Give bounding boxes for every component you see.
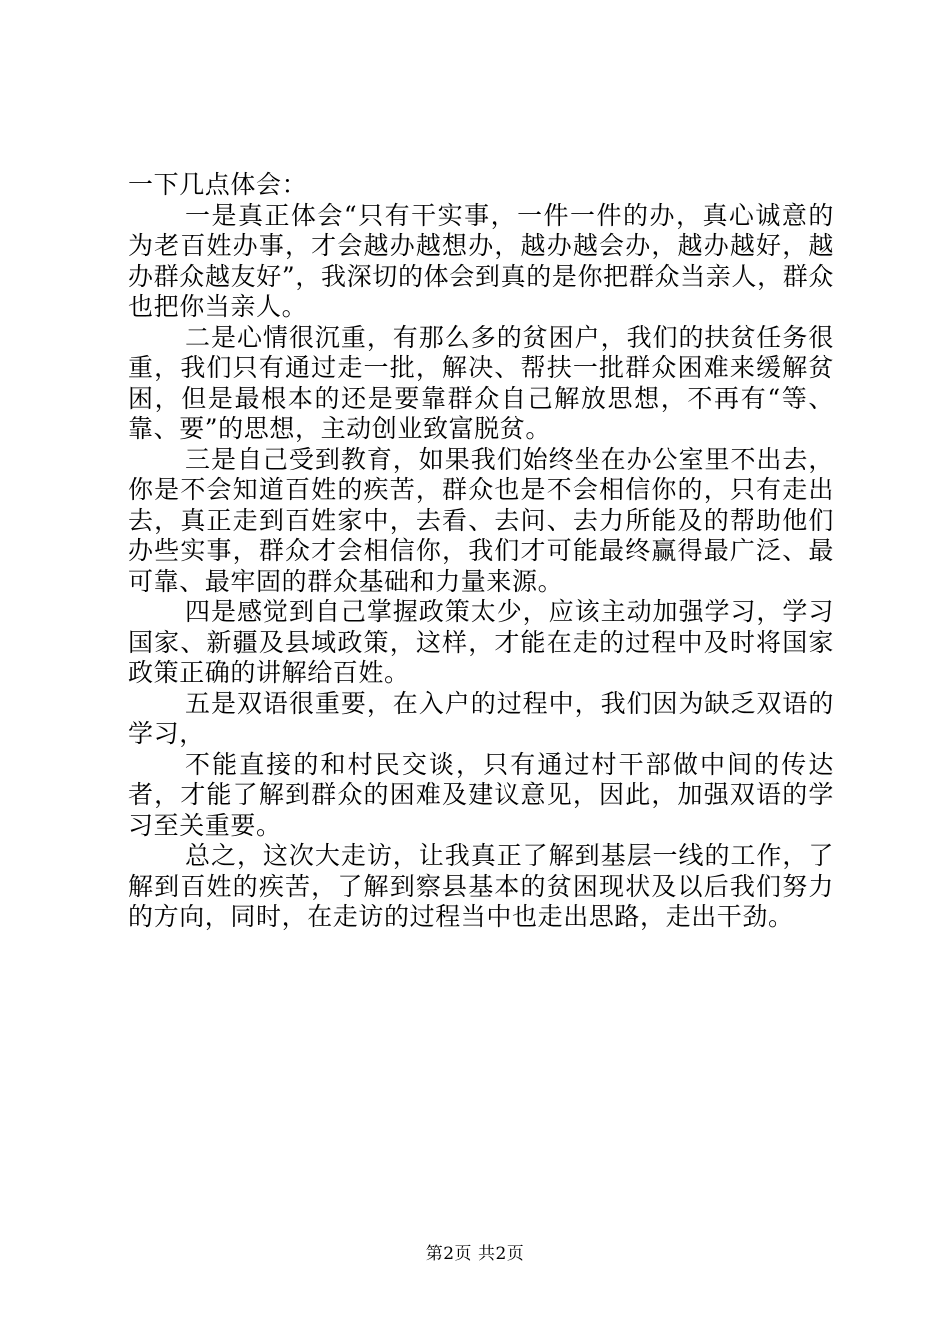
document-body	[128, 170, 834, 933]
paragraph-intro: 一下几点体会：	[128, 170, 308, 199]
page-footer: 第2页 共2页	[425, 1244, 525, 1264]
paragraph-point-2: 二是心情很沉重，有那么多的贫困户，我们的扶贫任务很重，我们只有通过走一批，解决、帮扶一批群众困难来缓解贫困，但是最根本的还是要靠群众自己解放思想，不再有“等、靠、要”的思想，主动创业致富脱贫。	[128, 322, 834, 443]
paragraph-point-3: 三是自己受到教育，如果我们始终坐在办公室里不出去，你是不会知道百姓的疾苦，群众也是不会相信你的，只有走出去，真正走到百姓家中，去看、去问、去力所能及的帮助他们办些实事，群众才会相信你，我们才可能最终赢得最广泛、最可靠、最牢固的群众基础和力量来源。	[128, 444, 834, 596]
paragraph-conclusion: 总之，这次大走访，让我真正了解到基层一线的工作，了解到百姓的疾苦，了解到察县基本的贫困现状及以后我们努力的方向，同时，在走访的过程当中也走出思路，走出干劲。	[128, 841, 834, 931]
paragraph-point-5-continued: 不能直接的和村民交谈，只有通过村干部做中间的传达者，才能了解到群众的困难及建议意见，因此，加强双语的学习至关重要。	[128, 749, 834, 840]
paragraph-point-4: 四是感觉到自己掌握政策太少，应该主动加强学习，学习国家、新疆及县域政策，这样，才能在走的过程中及时将国家政策正确的讲解给百姓。	[128, 597, 834, 687]
paragraph-point-5: 五是双语很重要，在入户的过程中，我们因为缺乏双语的学习，	[128, 688, 834, 748]
paragraph-point-1: 一是真正体会“只有干实事，一件一件的办，真心诚意的为老百姓办事，才会越办越想办，越办越会办，越办越好，越办群众越友好”，我深切的体会到真的是你把群众当亲人，群众也把你当亲人。	[128, 200, 834, 321]
